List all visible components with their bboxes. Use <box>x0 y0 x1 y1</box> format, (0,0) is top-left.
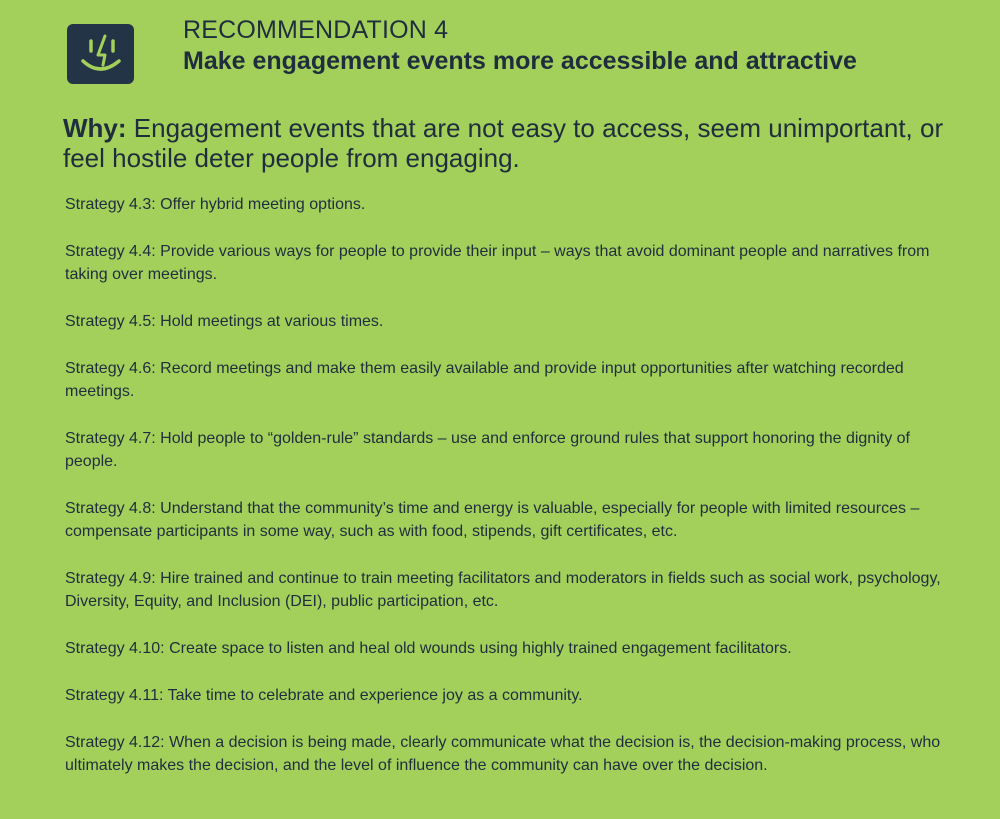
strategy-item-4-11: Strategy 4.11: Take time to celebrate and experience joy as a community. <box>65 687 583 704</box>
strategy-item-4-10: Strategy 4.10: Create space to listen and heal old wounds using highly trained engagement facilitators. <box>65 640 792 657</box>
recommendation-number: RECOMMENDATION 4 <box>183 16 449 44</box>
strategy-item-4-9: Strategy 4.9: Hire trained and continue to train meeting facilitators and moderators in fields such as social work, psychology, Diversity, Equity, and Inclusion (DEI), public participation, etc. <box>65 570 941 610</box>
recommendation-title: Make engagement events more accessible and attractive <box>183 47 857 75</box>
strategy-item-4-5: Strategy 4.5: Hold meetings at various times. <box>65 313 384 330</box>
strategy-item-4-12: Strategy 4.12: When a decision is being made, clearly communicate what the decision is, the decision-making process, who ultimately makes the decision, and the level of influence the community can have over the decision. <box>65 734 941 774</box>
strategy-item-4-3: Strategy 4.3: Offer hybrid meeting options. <box>65 196 366 213</box>
strategy-item-4-4: Strategy 4.4: Provide various ways for people to provide their input – ways that avoid dominant people and narratives from taking over meetings. <box>65 243 930 283</box>
happy-face-icon <box>67 24 134 84</box>
why-statement <box>63 113 963 173</box>
strategy-item-4-6: Strategy 4.6: Record meetings and make them easily available and provide input opportunities after watching recorded meetings. <box>65 360 904 400</box>
why-text: Engagement events that are not easy to access, seem unimportant, or feel hostile deter people from engaging. <box>63 113 944 173</box>
why-label: Why: <box>63 113 127 143</box>
strategy-list <box>65 193 945 801</box>
strategy-item-4-8: Strategy 4.8: Understand that the community’s time and energy is valuable, especially for people with limited resources – compensate participants in some way, such as with food, stipends, gift certificates, etc. <box>65 500 920 540</box>
happy-face-glyph <box>67 24 134 84</box>
recommendation-header <box>183 14 983 76</box>
strategy-item-4-7: Strategy 4.7: Hold people to “golden-rule” standards – use and enforce ground rules that support honoring the dignity of people. <box>65 430 910 470</box>
